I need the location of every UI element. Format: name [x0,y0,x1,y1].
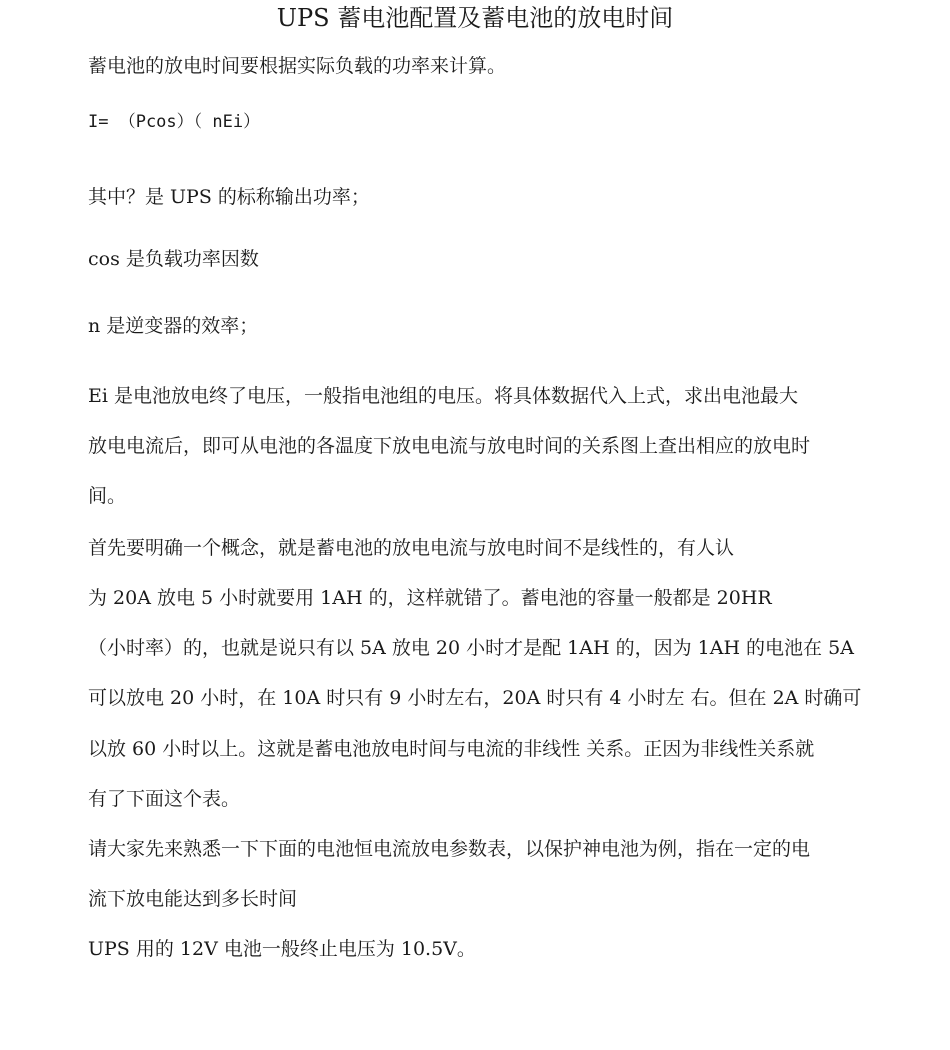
definition-ei-line-1: Ei 是电池放电终了电压，一般指电池组的电压。将具体数据代入上式，求出电池最大 [88,385,798,407]
definition-p: 其中？是 UPS 的标称输出功率； [88,186,370,208]
concept-line-3: （小时率）的，也就是说只有以 5A 放电 20 小时才是配 1AH 的，因为 1AH 的电池在 5A [88,637,854,659]
concept-line-4: 可以放电 20 小时，在 10A 时只有 9 小时左右，20A 时只有 4 小时左 右。但在 2A 时确可 [88,687,862,709]
definition-cos: cos 是负载功率因数 [88,248,259,270]
concept-line-6: 有了下面这个表。 [88,788,241,810]
definition-n: n 是逆变器的效率； [88,315,259,337]
document-title: UPS 蓄电池配置及蓄电池的放电时间 [276,4,674,32]
cutoff-voltage-line: UPS 用的 12V 电池一般终止电压为 10.5V。 [88,938,476,960]
table-intro-line-1: 请大家先来熟悉一下下面的电池恒电流放电参数表，以保护神电池为例，指在一定的电 [88,838,811,860]
paragraph-intro: 蓄电池的放电时间要根据实际负载的功率来计算。 [88,55,507,77]
concept-line-1: 首先要明确一个概念，就是蓄电池的放电电流与放电时间不是线性的，有人认 [88,537,735,559]
concept-line-2: 为 20A 放电 5 小时就要用 1AH 的，这样就错了。蓄电池的容量一般都是 20HR [88,587,772,609]
definition-ei-line-3: 间。 [88,485,127,507]
definition-ei-line-2: 放电电流后，即可从电池的各温度下放电电流与放电时间的关系图上查出相应的放电时 [88,435,811,457]
table-intro-line-2: 流下放电能达到多长时间 [88,888,298,910]
concept-line-5: 以放 60 小时以上。这就是蓄电池放电时间与电流的非线性 关系。正因为非线性关系就 [88,738,815,760]
formula-line: I= （Pcos）（ nEi） [88,112,261,132]
